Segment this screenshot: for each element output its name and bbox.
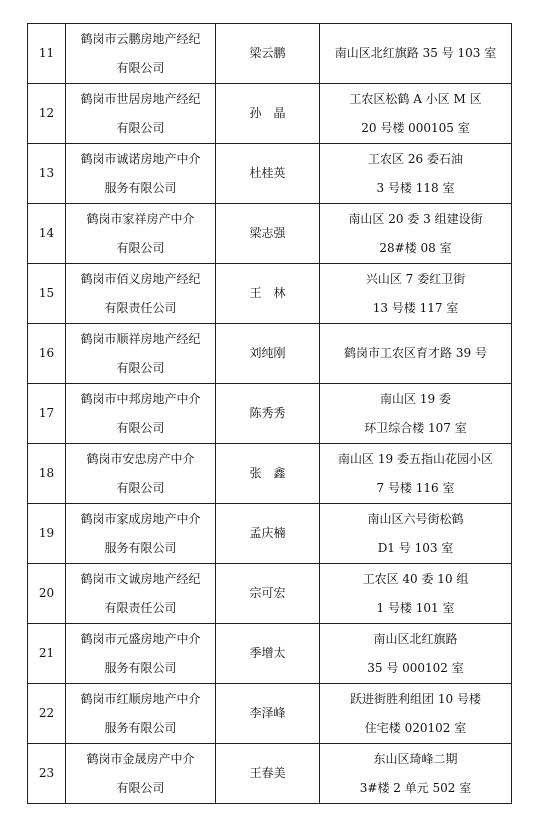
address-line: 南山区北红旗路 35 号 103 室 [334, 46, 497, 60]
agency-registry-table [27, 23, 512, 804]
row-number-cell: 17 [28, 384, 66, 444]
address-line: 东山区琦峰二期 [373, 751, 458, 766]
address-line: 7 号楼 116 室 [376, 480, 455, 495]
company-name-line: 有限责任公司 [104, 300, 177, 315]
legal-person-cell: 王 林 [216, 264, 320, 324]
table-row [28, 624, 512, 684]
address-line: 13 号楼 117 室 [372, 300, 459, 315]
table-row [28, 324, 512, 384]
legal-person-cell: 宗可宏 [216, 564, 320, 624]
address-cell [320, 744, 512, 804]
row-number-cell: 16 [28, 324, 66, 384]
address-line: 3#楼 2 单元 502 室 [359, 780, 472, 795]
address-line: 3 号楼 118 室 [376, 180, 455, 195]
table-row [28, 564, 512, 624]
company-name-line: 鹤岗市金晟房产中介 [86, 751, 195, 766]
company-name-line: 服务有限公司 [104, 660, 177, 675]
company-name-line: 服务有限公司 [104, 720, 177, 735]
address-line: 鹤岗市工农区育才路 39 号 [344, 346, 487, 360]
address-line: 工农区松鹤 A 小区 M 区 [349, 91, 482, 106]
address-cell [320, 384, 512, 444]
address-line: 环卫综合楼 107 室 [364, 420, 467, 435]
table-row [28, 84, 512, 144]
row-number-cell: 18 [28, 444, 66, 504]
company-name-line: 鹤岗市文诚房地产经纪 [80, 571, 201, 586]
address-line: 28#楼 08 室 [379, 240, 452, 255]
company-name-cell [66, 744, 216, 804]
address-line: D1 号 103 室 [377, 540, 454, 555]
company-name-cell [66, 444, 216, 504]
company-name-cell [66, 624, 216, 684]
row-number-cell: 20 [28, 564, 66, 624]
company-name-cell [66, 684, 216, 744]
legal-person-cell: 李泽峰 [216, 684, 320, 744]
table-row [28, 684, 512, 744]
legal-person-cell: 杜桂英 [216, 144, 320, 204]
row-number-cell: 21 [28, 624, 66, 684]
table-row [28, 204, 512, 264]
company-name-line: 鹤岗市安忠房产中介 [86, 451, 195, 466]
table-row [28, 444, 512, 504]
table-row [28, 144, 512, 204]
company-name-cell [66, 84, 216, 144]
company-name-cell [66, 204, 216, 264]
company-name-line: 服务有限公司 [104, 540, 177, 555]
legal-person-cell: 王春美 [216, 744, 320, 804]
company-name-line: 鹤岗市顺祥房地产经纪 [80, 331, 201, 346]
company-name-line: 有限公司 [116, 480, 165, 495]
company-name-cell [66, 384, 216, 444]
row-number-cell: 12 [28, 84, 66, 144]
company-name-cell [66, 564, 216, 624]
address-cell [320, 504, 512, 564]
legal-person-cell: 陈秀秀 [216, 384, 320, 444]
address-line: 20 号楼 000105 室 [361, 120, 470, 135]
row-number-cell: 23 [28, 744, 66, 804]
address-cell [320, 684, 512, 744]
address-cell [320, 624, 512, 684]
legal-person-cell: 张 鑫 [216, 444, 320, 504]
company-name-line: 有限责任公司 [104, 600, 177, 615]
address-line: 1 号楼 101 室 [376, 600, 455, 615]
company-name-line: 有限公司 [116, 420, 165, 435]
registry-table-body [28, 24, 512, 804]
row-number-cell: 11 [28, 24, 66, 84]
company-name-cell [66, 504, 216, 564]
company-name-line: 鹤岗市诚诺房地产中介 [80, 151, 201, 166]
company-name-line: 鹤岗市家祥房产中介 [86, 211, 195, 226]
legal-person-cell: 刘纯刚 [216, 324, 320, 384]
address-line: 南山区 19 委五指山花园小区 [338, 451, 493, 466]
row-number-cell: 19 [28, 504, 66, 564]
address-cell [320, 564, 512, 624]
row-number-cell: 22 [28, 684, 66, 744]
row-number-cell: 13 [28, 144, 66, 204]
table-row [28, 504, 512, 564]
address-line: 工农区 40 委 10 组 [362, 571, 469, 586]
table-row [28, 384, 512, 444]
address-cell [320, 264, 512, 324]
address-line: 南山区六号街松鹤 [367, 511, 464, 526]
company-name-line: 有限公司 [116, 780, 165, 795]
legal-person-cell: 梁志强 [216, 204, 320, 264]
address-line: 跃进街胜利组团 10 号楼 [350, 691, 481, 706]
address-cell [320, 24, 512, 84]
company-name-cell [66, 324, 216, 384]
company-name-line: 鹤岗市世居房地产经纪 [80, 91, 201, 106]
address-line: 工农区 26 委石油 [368, 151, 463, 166]
company-name-line: 有限公司 [116, 240, 165, 255]
company-name-line: 有限公司 [116, 360, 165, 375]
table-row [28, 744, 512, 804]
company-name-cell [66, 24, 216, 84]
legal-person-cell: 孟庆楠 [216, 504, 320, 564]
table-row [28, 264, 512, 324]
address-line: 南山区 20 委 3 组建设街 [348, 211, 483, 226]
company-name-line: 鹤岗市元盛房地产中介 [80, 631, 201, 646]
company-name-line: 鹤岗市云鹏房地产经纪 [80, 31, 201, 46]
address-cell [320, 84, 512, 144]
company-name-line: 服务有限公司 [104, 180, 177, 195]
company-name-line: 有限公司 [116, 60, 165, 75]
address-cell [320, 444, 512, 504]
address-line: 南山区北红旗路 [373, 631, 458, 646]
company-name-line: 鹤岗市中邦房地产中介 [80, 391, 201, 406]
address-line: 南山区 19 委 [380, 391, 451, 406]
row-number-cell: 14 [28, 204, 66, 264]
company-name-line: 有限公司 [116, 120, 165, 135]
legal-person-cell: 梁云鹏 [216, 24, 320, 84]
address-line: 兴山区 7 委红卫街 [365, 271, 466, 286]
address-cell [320, 324, 512, 384]
company-name-cell [66, 264, 216, 324]
address-cell [320, 204, 512, 264]
row-number-cell: 15 [28, 264, 66, 324]
legal-person-cell: 孙 晶 [216, 84, 320, 144]
company-name-cell [66, 144, 216, 204]
address-line: 35 号 000102 室 [367, 660, 464, 675]
table-row [28, 24, 512, 84]
address-line: 住宅楼 020102 室 [364, 720, 467, 735]
company-name-line: 鹤岗市红顺房地产中介 [80, 691, 201, 706]
company-name-line: 鹤岗市佰义房地产经纪 [80, 271, 201, 286]
company-name-line: 鹤岗市家成房地产中介 [80, 511, 201, 526]
address-cell [320, 144, 512, 204]
legal-person-cell: 季增太 [216, 624, 320, 684]
